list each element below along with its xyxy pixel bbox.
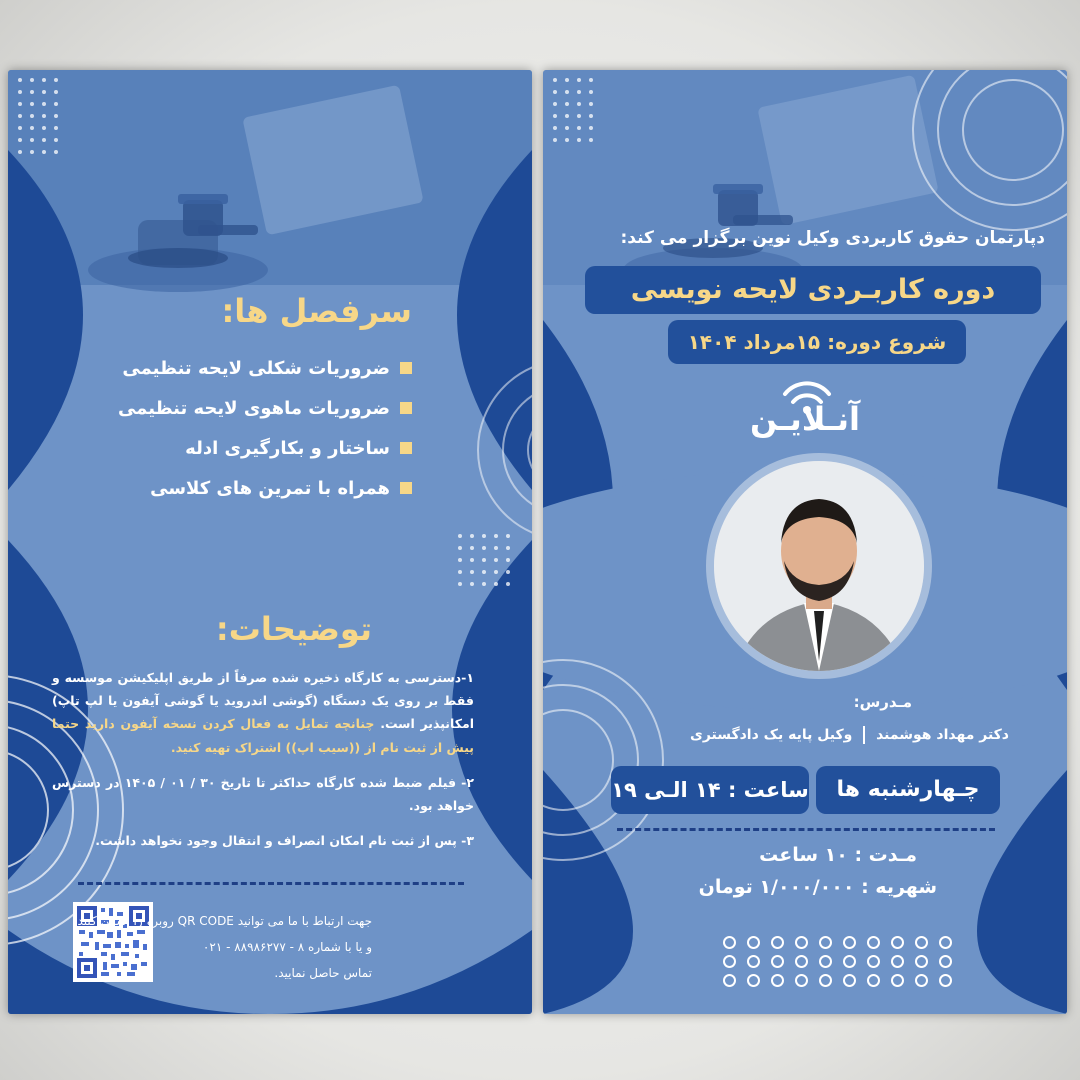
contact-line-2: و یا با شماره ۸ - ۸۸۹۸۶۲۷۷ - ۰۲۱ <box>202 940 372 954</box>
list-item: ضروریات ماهوی لایحه تنظیمی <box>112 388 412 428</box>
online-label: آنـلایـن <box>750 400 860 438</box>
note-3: ۳- پس از ثبت نام امکان انصراف و انتقال وجود نخواهد داشت. <box>95 833 474 849</box>
bullet-square-icon <box>400 442 412 454</box>
topics-list <box>112 348 412 508</box>
contact-text <box>72 908 372 986</box>
list-item: همراه با تمرین های کلاسی <box>112 468 412 508</box>
class-time: ساعت : ۱۴ الـی ۱۹ <box>611 778 809 802</box>
start-date: شروع دوره: ۱۵مرداد ۱۴۰۴ <box>687 330 947 354</box>
teacher-title: وکیل پایه یک دادگستری <box>689 727 853 743</box>
separator <box>863 726 865 744</box>
bullet-square-icon <box>400 482 412 494</box>
divider <box>617 828 995 831</box>
organizer-text: دپارتمان حقوق کاربردی وکیل نوین برگزار می کند: <box>620 228 1045 248</box>
gavel-icon <box>128 180 268 270</box>
list-item: ساختار و بکارگیری ادله <box>112 428 412 468</box>
course-duration: مـدت : ۱۰ ساعت <box>759 844 917 866</box>
notes-text <box>52 666 474 864</box>
teacher-name: دکتر مهداد هوشمند <box>876 727 1009 743</box>
contact-line-3: تماس حاصل نمایید. <box>274 966 372 980</box>
instructor-photo <box>706 453 932 679</box>
bullet-square-icon <box>400 402 412 414</box>
course-title: دوره کاربـردی لایحه نویسی <box>630 274 996 305</box>
class-day: چـهارشنبه ها <box>836 777 980 802</box>
note-2: ۲- فیلم ضبط شده کارگاه حداکثر تا تاریخ ۳۰ / ۰۱ / ۱۴۰۵ در دسترس خواهد بود. <box>52 774 474 814</box>
contact-line-1: جهت ارتباط با ما می توانید QR CODE روبرو را اسکن کنید <box>77 914 372 928</box>
topics-heading: سرفصل ها: <box>221 292 412 330</box>
teacher-label: مـدرس: <box>853 693 912 711</box>
list-item: ضروریات شکلی لایحه تنظیمی <box>112 348 412 388</box>
course-fee: شهریه : ۱/۰۰۰/۰۰۰ تومان <box>698 876 937 898</box>
left-background-shapes <box>8 70 532 1014</box>
dot-grid-decoration <box>723 936 957 987</box>
left-flyer-panel <box>8 70 532 1014</box>
right-flyer-panel <box>543 70 1067 1014</box>
bullet-square-icon <box>400 362 412 374</box>
note-1: ۱-دسترسی به کارگاه ذخیره شده صرفاً از طریق اپلیکیشن موسسه و فقط بر روی یک دستگاه (گوشی اندروید یا گوشی آیفون یا لپ تاپ) امکانپذیر است. چنانچه تمایل به فعال کردن نسخه آیفون دارید حتما پیش از ثبت نام از ((سیب اپ)) اشتراک تهیه کنید. <box>52 670 474 755</box>
notes-heading: توضیحات: <box>215 610 372 648</box>
teacher-info <box>589 726 1009 744</box>
divider <box>78 882 464 885</box>
